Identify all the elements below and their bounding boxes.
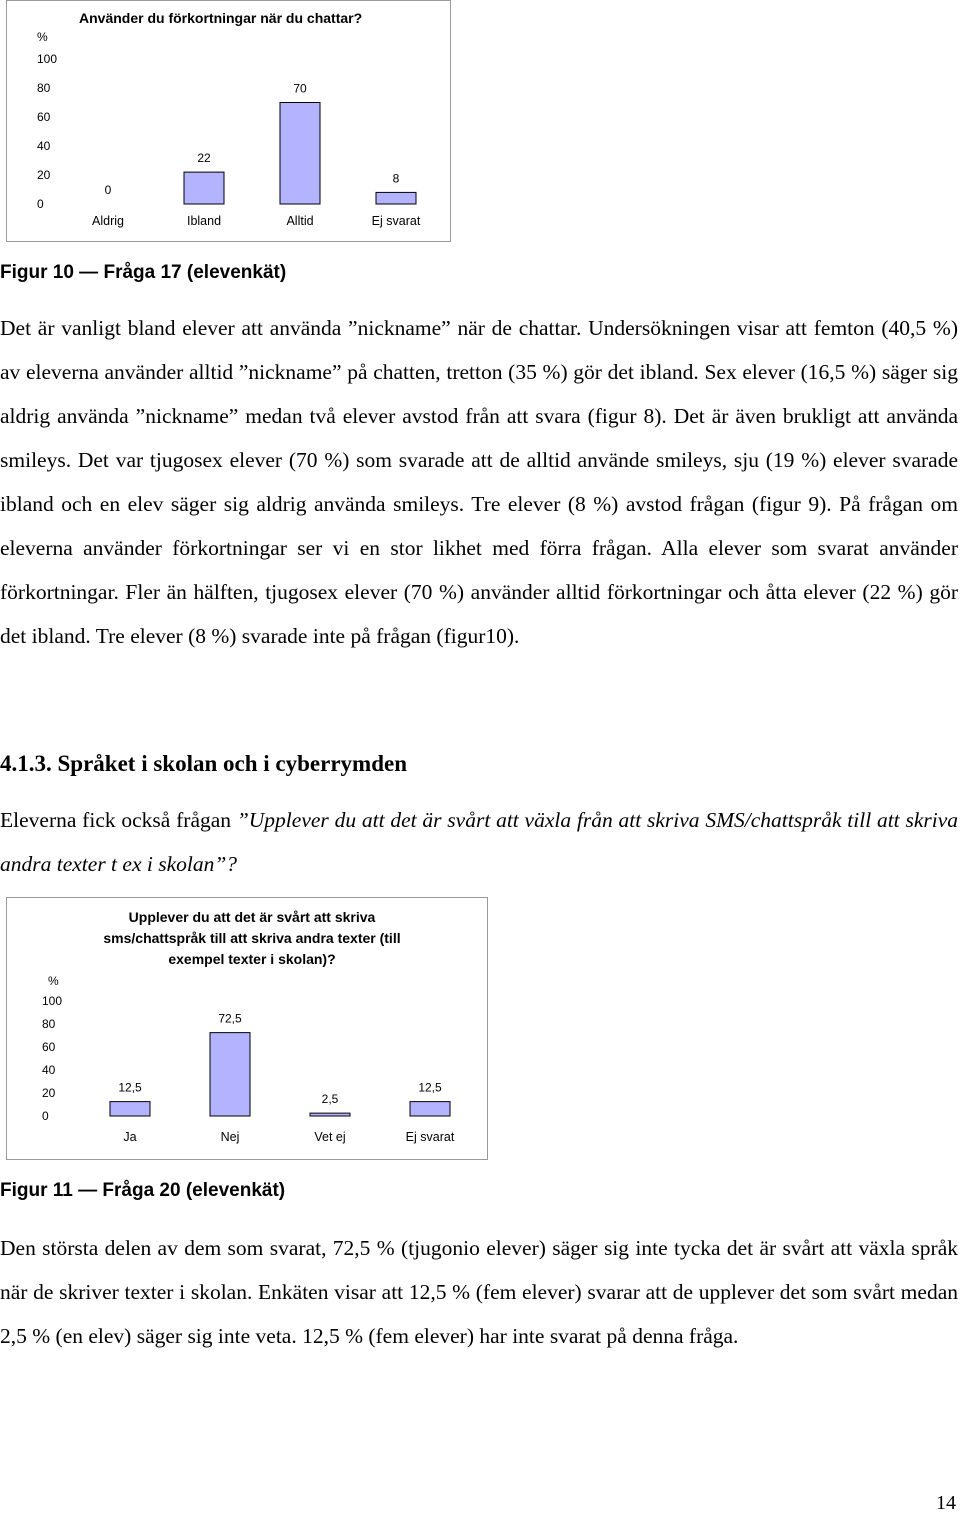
page-number: 14	[936, 1492, 956, 1514]
chart-figure-10-bar	[376, 192, 416, 204]
paragraph-2-question: ”Upplever du att det är svårt att växla från att skriva SMS/chattspråk till att skriva andra texter t ex i skolan”?	[0, 808, 958, 876]
chart-figure-10-y-tick-label: 80	[37, 81, 51, 95]
chart-figure-10-category-label: Ibland	[186, 214, 222, 228]
chart-figure-10-svg	[7, 1, 450, 241]
chart-figure-11-y-tick-label: 60	[42, 1040, 56, 1054]
chart-figure-11-bar	[110, 1102, 150, 1116]
paragraph-2	[0, 798, 958, 886]
chart-figure-11-category-label: Nej	[220, 1130, 240, 1144]
chart-figure-11-svg	[7, 898, 487, 1159]
chart-figure-10-data-label: 22	[197, 151, 211, 166]
chart-figure-11-y-axis-label: %	[48, 974, 59, 988]
chart-figure-11	[6, 897, 488, 1160]
chart-figure-10-y-tick-label: 40	[37, 139, 51, 153]
chart-figure-11-y-tick-label: 100	[42, 994, 63, 1008]
figure-10-caption: Figur 10 — Fråga 17 (elevenkät)	[0, 262, 287, 283]
chart-figure-11-data-label: 2,5	[321, 1092, 339, 1107]
chart-figure-10-bar	[280, 103, 320, 205]
chart-figure-10-data-label: 8	[392, 171, 400, 186]
chart-figure-11-title-line: exempel texter i skolan)?	[168, 951, 336, 967]
chart-figure-11-data-label: 72,5	[218, 1011, 242, 1026]
chart-figure-11-y-tick-label: 80	[42, 1017, 56, 1031]
chart-figure-10-title: Använder du förkortningar när du chattar?	[79, 10, 363, 26]
chart-figure-11-title-line: sms/chattspråk till att skriva andra texter (till	[103, 930, 401, 946]
chart-figure-10-data-label: 0	[104, 183, 112, 197]
chart-figure-10-y-tick-label: 100	[37, 52, 58, 66]
figure-11-caption: Figur 11 — Fråga 20 (elevenkät)	[0, 1180, 286, 1201]
chart-figure-11-y-tick-label: 20	[42, 1086, 56, 1100]
paragraph-3: Den största delen av dem som svarat, 72,5 % (tjugonio elever) säger sig inte tycka det är svårt att växla språk när de skriver texter i skolan. Enkäten visar att 12,5 % (fem elever) svarar att de upplever det som svårt medan 2,5 % (en elev) säger sig inte veta. 12,5 % (fem elever) har inte svarat på denna fråga.	[0, 1236, 958, 1348]
section-heading: 4.1.3. Språket i skolan och i cyberrymden	[0, 751, 407, 776]
chart-figure-11-y-tick-label: 0	[42, 1109, 49, 1123]
chart-figure-10-data-label: 70	[293, 81, 307, 96]
chart-figure-10-category-label: Aldrig	[92, 214, 124, 228]
paragraph-2-lead: Eleverna fick också frågan	[0, 808, 237, 832]
chart-figure-11-category-label: Ej svarat	[405, 1130, 455, 1144]
chart-figure-11-bar	[410, 1102, 450, 1116]
chart-figure-11-title-line: Upplever du att det är svårt att skriva	[128, 909, 376, 925]
chart-figure-10-y-axis-label: %	[37, 30, 48, 44]
chart-figure-10-bar	[184, 172, 224, 204]
chart-figure-11-y-tick-label: 40	[42, 1063, 56, 1077]
paragraph-1: Det är vanligt bland elever att använda ”nickname” när de chattar. Undersökningen visar att femton (40,5 %) av eleverna använder alltid ”nickname” på chatten, tretton (35 %) gör det ibland. Sex elever (16,5 %) säger sig aldrig använda ”nickname” medan två elever avstod från att svara (figur 8). Det är även brukligt att använda smileys. Det var tjugosex elever (70 %) som svarade att de alltid använde smileys, sju (19 %) elever svarade ibland och en elev säger sig aldrig använda smileys. Tre elever (8 %) avstod frågan (figur 9). På frågan om eleverna använder förkortningar ser vi en stor likhet med förra frågan. Alla elever som svarat använder förkortningar. Fler än hälften, tjugosex elever (70 %) använder alltid förkortningar och åtta elever (22 %) gör det ibland. Tre elever (8 %) svarade inte på frågan (figur10).	[0, 316, 958, 648]
chart-figure-11-category-label: Vet ej	[314, 1130, 346, 1144]
chart-figure-10-y-tick-label: 0	[37, 197, 44, 211]
chart-figure-10-y-tick-label: 20	[37, 168, 51, 182]
chart-figure-10-y-tick-label: 60	[37, 110, 51, 124]
chart-figure-10-category-label: Ej svarat	[371, 214, 421, 228]
chart-figure-11-category-label: Ja	[123, 1130, 137, 1144]
chart-figure-11-data-label: 12,5	[118, 1080, 142, 1095]
chart-figure-11-data-label: 12,5	[418, 1080, 442, 1095]
chart-figure-11-bar	[210, 1033, 250, 1116]
chart-figure-10-category-label: Alltid	[286, 214, 314, 228]
chart-figure-11-bar	[310, 1113, 350, 1116]
chart-figure-10	[6, 0, 451, 242]
